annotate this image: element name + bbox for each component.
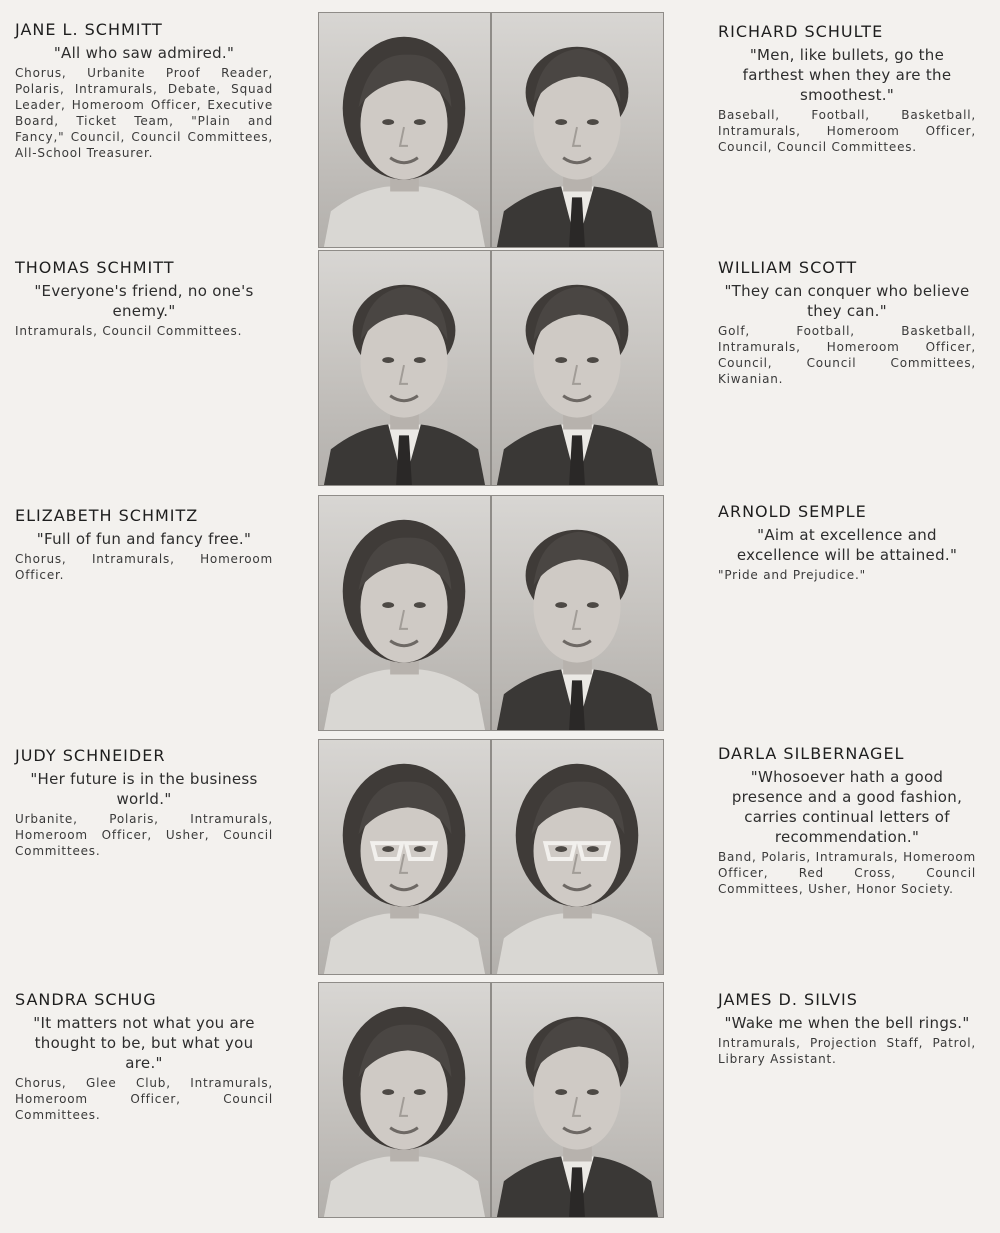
- portrait-silhouette: [319, 740, 490, 974]
- student-name: THOMAS SCHMITT: [15, 258, 175, 277]
- portrait-silhouette: [492, 740, 663, 974]
- student-quote: "They can conquer who believe they can.": [724, 282, 970, 320]
- portrait-silhouette: [319, 13, 490, 247]
- student-activities: Urbanite, Polaris, Intramurals, Homeroom Officer, Usher, Council Committees.: [15, 812, 273, 858]
- student-name: SANDRA SCHUG: [15, 990, 157, 1009]
- student-entry: [15, 506, 273, 583]
- student-name: WILLIAM SCOTT: [718, 258, 858, 277]
- student-name: DARLA SILBERNAGEL: [718, 744, 905, 763]
- portrait-photo: [491, 495, 664, 731]
- student-entry: [15, 990, 273, 1123]
- student-entry: [15, 258, 273, 339]
- student-entry: [718, 22, 976, 155]
- student-name: ARNOLD SEMPLE: [718, 502, 867, 521]
- portrait-photo: [318, 739, 491, 975]
- student-quote: "Men, like bullets, go the farthest when they are the smoothest.": [742, 46, 952, 104]
- portrait-silhouette: [492, 251, 663, 485]
- student-quote: "Whosoever hath a good presence and a good fashion, carries continual letters of recommendation.": [731, 768, 963, 846]
- student-activities: Chorus, Urbanite Proof Reader, Polaris, Intramurals, Debate, Squad Leader, Homeroom Officer, Executive Board, Ticket Team, "Plain and Fancy," Council, Council Committees, All-School Treasurer.: [15, 66, 273, 160]
- student-entry: [15, 746, 273, 859]
- student-name: JUDY SCHNEIDER: [15, 746, 166, 765]
- portrait-silhouette: [319, 983, 490, 1217]
- student-quote: "Aim at excellence and excellence will be attained.": [736, 526, 958, 564]
- portrait-photo: [318, 982, 491, 1218]
- student-activities: "Pride and Prejudice.": [718, 568, 866, 582]
- student-quote: "Everyone's friend, no one's enemy.": [34, 282, 254, 320]
- portrait-photo: [318, 495, 491, 731]
- portrait-silhouette: [492, 13, 663, 247]
- student-name: ELIZABETH SCHMITZ: [15, 506, 199, 525]
- student-activities: Baseball, Football, Basketball, Intramurals, Homeroom Officer, Council, Council Committees.: [718, 108, 976, 154]
- student-entry: [718, 502, 976, 583]
- portrait-silhouette: [492, 983, 663, 1217]
- portrait-photo: [318, 250, 491, 486]
- student-activities: Chorus, Glee Club, Intramurals, Homeroom Officer, Council Committees.: [15, 1076, 273, 1122]
- portrait-silhouette: [319, 496, 490, 730]
- portrait-photo: [491, 739, 664, 975]
- student-quote: "All who saw admired.": [53, 44, 235, 62]
- student-activities: Chorus, Intramurals, Homeroom Officer.: [15, 552, 273, 582]
- student-entry: [718, 990, 976, 1067]
- student-quote: "Wake me when the bell rings.": [724, 1014, 970, 1032]
- student-activities: Intramurals, Projection Staff, Patrol, Library Assistant.: [718, 1036, 976, 1066]
- student-name: RICHARD SCHULTE: [718, 22, 884, 41]
- student-quote: "Her future is in the business world.": [30, 770, 258, 808]
- portrait-photo: [491, 250, 664, 486]
- student-activities: Band, Polaris, Intramurals, Homeroom Officer, Red Cross, Council Committees, Usher, Honor Society.: [718, 850, 976, 896]
- portrait-photo: [491, 12, 664, 248]
- portrait-silhouette: [319, 251, 490, 485]
- student-quote: "It matters not what you are thought to be, but what you are.": [33, 1014, 255, 1072]
- student-entry: [718, 258, 976, 387]
- portrait-photo: [491, 982, 664, 1218]
- student-activities: Intramurals, Council Committees.: [15, 324, 243, 338]
- student-name: JAMES D. SILVIS: [718, 990, 858, 1009]
- student-entry: [718, 744, 976, 897]
- student-activities: Golf, Football, Basketball, Intramurals, Homeroom Officer, Council, Council Committees, Kiwanian.: [718, 324, 976, 386]
- portrait-photo: [318, 12, 491, 248]
- student-entry: [15, 20, 273, 161]
- student-quote: "Full of fun and fancy free.": [36, 530, 252, 548]
- portrait-silhouette: [492, 496, 663, 730]
- student-name: JANE L. SCHMITT: [15, 20, 163, 39]
